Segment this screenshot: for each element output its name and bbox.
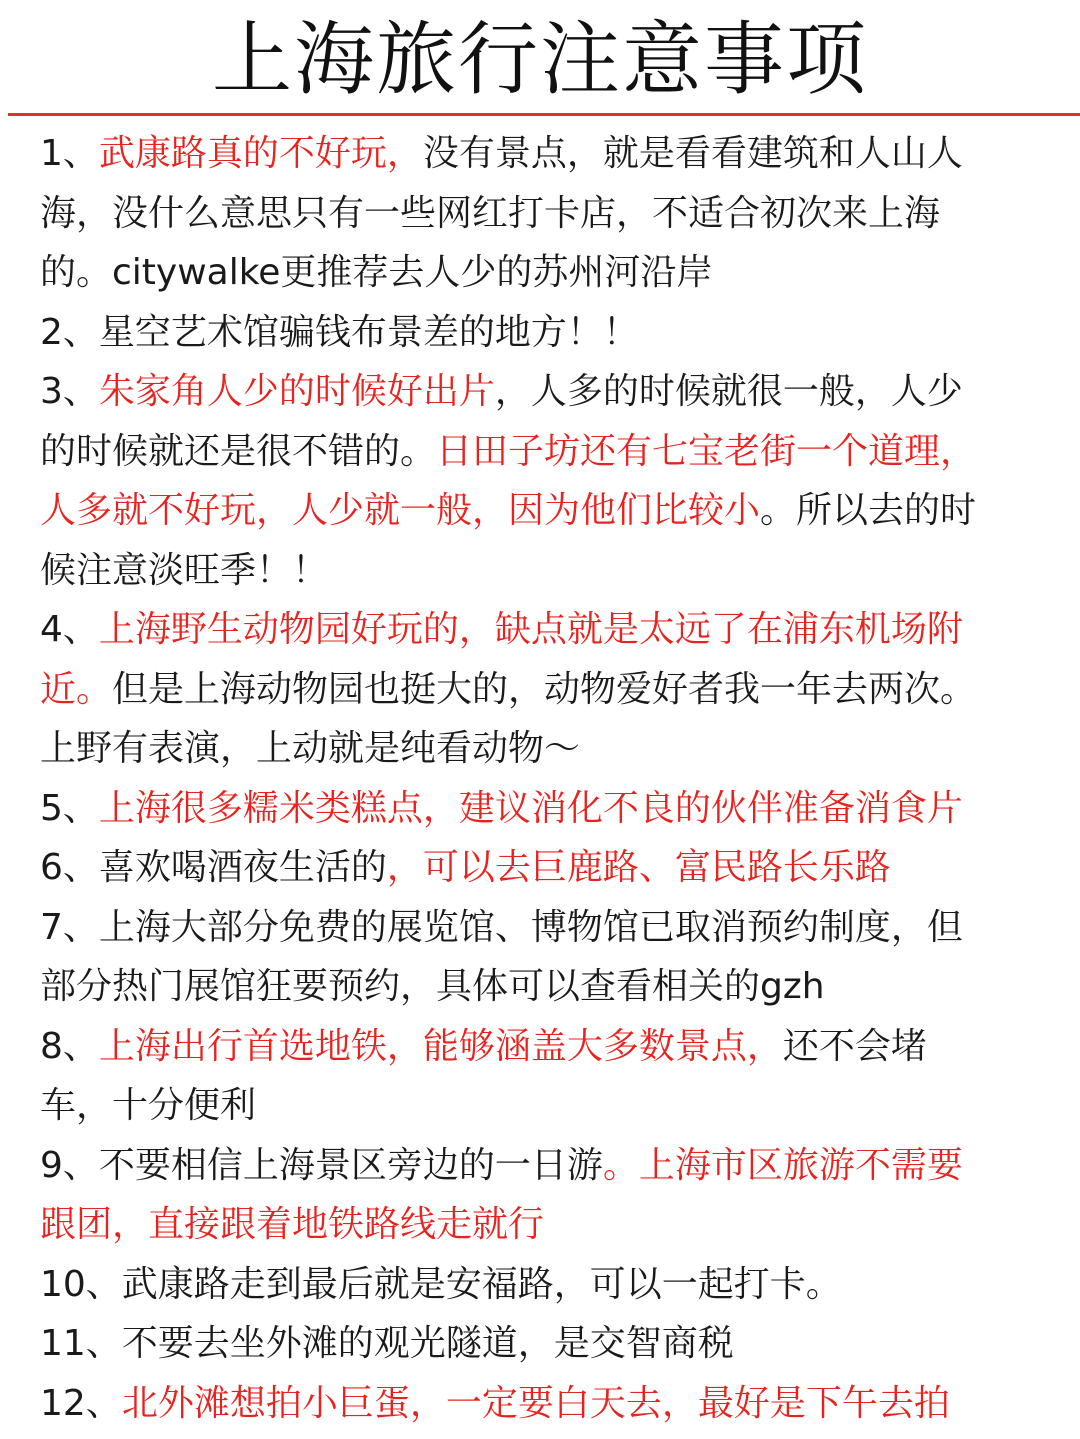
note-text: 的时候就还是很不错的。 [40,430,437,472]
note-text: 9、不要相信上海景区旁边的一日游 [40,1144,603,1186]
note-text: 的。citywalke更推荐去人少的苏州河沿岸 [40,252,713,293]
highlighted-text: ，可以去巨鹿路、富民路长乐路 [386,847,891,888]
note-line [40,1136,1050,1196]
note-text: 10、武康路走到最后就是安福路，可以一起打卡。 [40,1263,842,1305]
highlighted-text: 北外滩想拍小巨蛋，一定要白天去，最好是下午去拍 [121,1382,950,1424]
page-title: 上海旅行注意事项 [212,13,868,106]
note-item [40,600,1050,779]
note-line [40,362,1050,422]
note-text: 12、 [40,1382,122,1424]
note-line [40,660,1050,720]
note-line [40,124,1050,184]
note-line [40,600,1050,660]
note-line [40,481,1050,541]
highlighted-text: 人多就不好玩，人少就一般，因为他们比较小 [40,490,761,531]
note-item [40,779,1050,839]
highlighted-text: 近。 [40,668,113,710]
highlighted-text: 上海很多糯米类糕点，建议消化不良的伙伴准备消食片 [98,787,963,829]
note-item [40,1017,1050,1136]
note-item [40,1374,1050,1434]
note-line [40,719,1050,779]
note-text: 车，十分便利 [40,1085,257,1126]
note-line [40,838,1050,898]
note-text: 候注意淡旺季！！ [40,549,329,591]
note-line [40,422,1050,482]
note-text: 5、 [40,787,99,829]
note-item [40,1136,1050,1255]
note-text: 还不会堵 [782,1025,927,1067]
note-item [40,1314,1050,1374]
note-item [40,362,1050,600]
note-text: 。所以去的时 [760,490,977,531]
highlighted-text: 上海出行首选地铁，能够涵盖大多数景点， [98,1025,783,1067]
note-text: 8、 [40,1025,99,1067]
note-text: 4、 [40,609,99,650]
note-line [40,541,1050,601]
note-line [40,184,1050,244]
note-line [40,957,1050,1017]
note-line [40,898,1050,958]
note-line [40,1076,1050,1136]
note-line [40,1195,1050,1255]
note-line [40,243,1050,303]
note-text: 但是上海动物园也挺大的，动物爱好者我一年去两次。 [112,668,977,710]
note-line [40,1255,1050,1315]
note-item [40,1255,1050,1315]
notes-list [40,124,1050,1433]
note-item [40,124,1050,303]
note-text: 1、 [40,133,99,174]
note-line [40,1017,1050,1077]
note-item [40,303,1050,363]
highlighted-text: 朱家角人少的时候好出片 [98,371,495,412]
note-item [40,838,1050,898]
highlighted-text: 武康路真的不好玩， [98,133,423,174]
note-text: 部分热门展馆狂要预约，具体可以查看相关的gzh [40,966,825,1007]
note-item [40,898,1050,1017]
note-text: 上野有表演，上动就是纯看动物～ [40,728,581,769]
highlighted-text: 日田子坊还有七宝老街一个道理， [436,430,977,472]
note-line [40,1314,1050,1374]
note-text: 11、不要去坐外滩的观光隧道，是交智商税 [40,1323,734,1364]
note-line [40,779,1050,839]
title-divider [8,113,1080,116]
highlighted-text: 上海野生动物园好玩的，缺点就是太远了在浦东机场附 [98,609,963,650]
highlighted-text: 。上海市区旅游不需要 [602,1144,963,1186]
note-text: 2、星空艺术馆骗钱布景差的地方！！ [40,311,639,353]
note-text: 3、 [40,371,99,412]
note-line [40,303,1050,363]
highlighted-text: 跟团，直接跟着地铁路线走就行 [40,1204,545,1245]
note-line [40,1374,1050,1434]
note-text: 没有景点，就是看看建筑和人山人 [422,133,963,174]
note-text: 海，没什么意思只有一些网红打卡店，不适合初次来上海 [40,192,941,234]
note-text: ，人多的时候就很一般，人少 [494,371,963,412]
note-text: 7、上海大部分免费的展览馆、博物馆已取消预约制度，但 [40,906,963,948]
note-text: 6、喜欢喝酒夜生活的 [40,847,387,888]
